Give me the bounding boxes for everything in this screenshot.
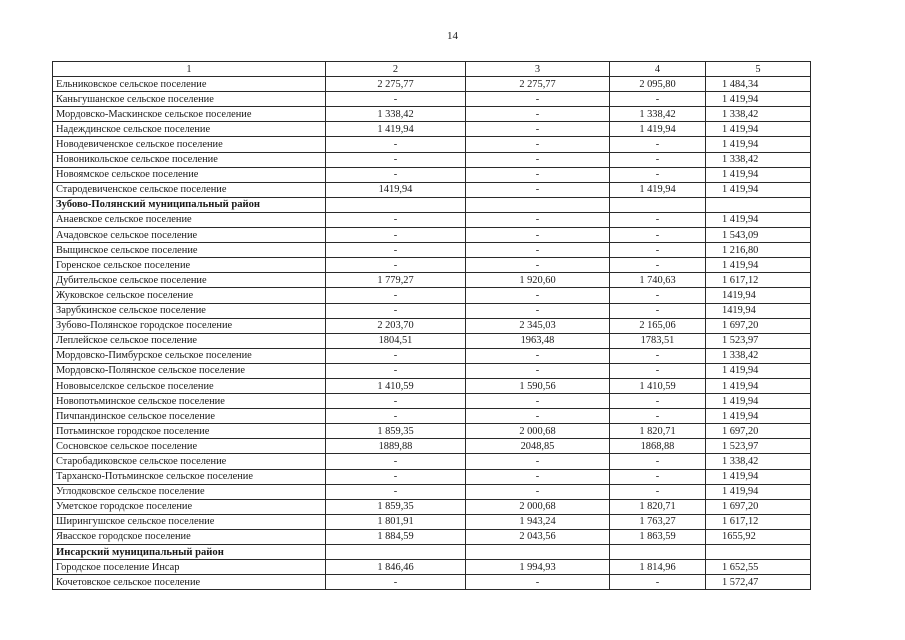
settlement-name: Тарханско-Потьминское сельское поселение <box>53 469 326 484</box>
value-col-3: - <box>466 92 610 107</box>
table-row <box>53 212 811 227</box>
empty-cell <box>706 545 811 560</box>
table-row <box>53 499 811 514</box>
table-row <box>53 152 811 167</box>
value-col-5: 1 572,47 <box>706 575 811 590</box>
value-col-2: 2 275,77 <box>326 77 466 92</box>
value-col-2: 1 859,35 <box>326 424 466 439</box>
settlement-name: Зарубкинское сельское поселение <box>53 303 326 318</box>
value-col-5: 1419,94 <box>706 303 811 318</box>
value-col-5: 1 697,20 <box>706 424 811 439</box>
value-col-3: - <box>466 484 610 499</box>
value-col-4: 1 863,59 <box>610 529 706 544</box>
column-header-2: 2 <box>326 62 466 77</box>
table-row <box>53 77 811 92</box>
table-row <box>53 92 811 107</box>
value-col-4: - <box>610 167 706 182</box>
value-col-4: - <box>610 469 706 484</box>
table-row <box>53 514 811 529</box>
value-col-2: 1 846,46 <box>326 560 466 575</box>
settlement-name: Леплейское сельское поселение <box>53 333 326 348</box>
value-col-3: - <box>466 228 610 243</box>
table-row <box>53 258 811 273</box>
value-col-5: 1 652,55 <box>706 560 811 575</box>
settlement-name: Нововыселское сельское поселение <box>53 378 326 393</box>
value-col-3: - <box>466 152 610 167</box>
value-col-2: 1 779,27 <box>326 273 466 288</box>
settlement-name: Ширингушское сельское поселение <box>53 514 326 529</box>
settlement-name: Потьминское городское поселение <box>53 424 326 439</box>
value-col-3: 2 000,68 <box>466 499 610 514</box>
value-col-5: 1 419,94 <box>706 258 811 273</box>
value-col-5: 1 543,09 <box>706 228 811 243</box>
table-row <box>53 137 811 152</box>
table-row <box>53 378 811 393</box>
value-col-3: - <box>466 212 610 227</box>
value-col-2: - <box>326 409 466 424</box>
settlement-name: Горенское сельское поселение <box>53 258 326 273</box>
value-col-2: - <box>326 92 466 107</box>
value-col-3: 1 994,93 <box>466 560 610 575</box>
value-col-5: 1 419,94 <box>706 378 811 393</box>
tariff-table <box>52 61 811 590</box>
table-row <box>53 288 811 303</box>
column-header-5: 5 <box>706 62 811 77</box>
value-col-5: 1 338,42 <box>706 107 811 122</box>
settlement-name: Выщинское сельское поселение <box>53 243 326 258</box>
settlement-name: Каньгушанское сельское поселение <box>53 92 326 107</box>
district-name: Зубово-Полянский муниципальный район <box>53 197 326 212</box>
settlement-name: Мордовско-Маскинское сельское поселение <box>53 107 326 122</box>
value-col-4: - <box>610 484 706 499</box>
value-col-5: 1 617,12 <box>706 514 811 529</box>
value-col-5: 1 419,94 <box>706 122 811 137</box>
value-col-2: 1 884,59 <box>326 529 466 544</box>
settlement-name: Жуковское сельское поселение <box>53 288 326 303</box>
settlement-name: Городское поселение Инсар <box>53 560 326 575</box>
value-col-3: - <box>466 469 610 484</box>
value-col-5: 1 419,94 <box>706 394 811 409</box>
table-row <box>53 575 811 590</box>
value-col-2: 1 859,35 <box>326 499 466 514</box>
value-col-4: 1 820,71 <box>610 424 706 439</box>
value-col-4: 1 410,59 <box>610 378 706 393</box>
empty-cell <box>610 197 706 212</box>
settlement-name: Уметское городское поселение <box>53 499 326 514</box>
value-col-4: 1 338,42 <box>610 107 706 122</box>
value-col-3: - <box>466 454 610 469</box>
column-header-3: 3 <box>466 62 610 77</box>
table-row <box>53 303 811 318</box>
settlement-name: Углодковское сельское поселение <box>53 484 326 499</box>
value-col-2: - <box>326 167 466 182</box>
value-col-2: - <box>326 258 466 273</box>
value-col-5: 1 338,42 <box>706 152 811 167</box>
settlement-name: Пичпандинское сельское поселение <box>53 409 326 424</box>
settlement-name: Старобадиковское сельское поселение <box>53 454 326 469</box>
value-col-5: 1 419,94 <box>706 363 811 378</box>
value-col-4: - <box>610 243 706 258</box>
table-row <box>53 484 811 499</box>
value-col-4: - <box>610 348 706 363</box>
value-col-3: 2048,85 <box>466 439 610 454</box>
value-col-4: - <box>610 152 706 167</box>
value-col-2: 1 419,94 <box>326 122 466 137</box>
value-col-4: 1 740,63 <box>610 273 706 288</box>
empty-cell <box>466 197 610 212</box>
value-col-5: 1 697,20 <box>706 499 811 514</box>
settlement-name: Зубово-Полянское городское поселение <box>53 318 326 333</box>
table-row <box>53 363 811 378</box>
value-col-5: 1 216,80 <box>706 243 811 258</box>
value-col-3: 1 943,24 <box>466 514 610 529</box>
value-col-2: - <box>326 469 466 484</box>
column-header-1: 1 <box>53 62 326 77</box>
value-col-4: 1868,88 <box>610 439 706 454</box>
value-col-2: - <box>326 394 466 409</box>
settlement-name: Новоямское сельское поселение <box>53 167 326 182</box>
value-col-4: 2 095,80 <box>610 77 706 92</box>
table-row <box>53 167 811 182</box>
value-col-3: 1963,48 <box>466 333 610 348</box>
value-col-3: 1 590,56 <box>466 378 610 393</box>
value-col-4: - <box>610 212 706 227</box>
value-col-5: 1 523,97 <box>706 333 811 348</box>
value-col-3: - <box>466 137 610 152</box>
value-col-3: - <box>466 303 610 318</box>
value-col-4: 1 763,27 <box>610 514 706 529</box>
value-col-3: - <box>466 575 610 590</box>
table-row <box>53 333 811 348</box>
settlement-name: Мордовско-Полянское сельское поселение <box>53 363 326 378</box>
value-col-4: - <box>610 394 706 409</box>
value-col-3: - <box>466 167 610 182</box>
empty-cell <box>706 197 811 212</box>
value-col-4: 1 814,96 <box>610 560 706 575</box>
table-row <box>53 243 811 258</box>
value-col-4: 1 419,94 <box>610 122 706 137</box>
value-col-5: 1 419,94 <box>706 137 811 152</box>
value-col-2: - <box>326 303 466 318</box>
table-body <box>53 77 811 590</box>
value-col-3: - <box>466 122 610 137</box>
settlement-name: Сосновское сельское поселение <box>53 439 326 454</box>
table-row <box>53 182 811 197</box>
value-col-4: 1 419,94 <box>610 182 706 197</box>
value-col-5: 1 419,94 <box>706 182 811 197</box>
value-col-4: - <box>610 409 706 424</box>
value-col-5: 1 419,94 <box>706 167 811 182</box>
value-col-2: 1 801,91 <box>326 514 466 529</box>
value-col-2: 1 410,59 <box>326 378 466 393</box>
value-col-2: 1419,94 <box>326 182 466 197</box>
empty-cell <box>466 545 610 560</box>
value-col-2: - <box>326 212 466 227</box>
value-col-3: - <box>466 394 610 409</box>
value-col-3: - <box>466 258 610 273</box>
value-col-2: 2 203,70 <box>326 318 466 333</box>
table-row <box>53 439 811 454</box>
value-col-3: - <box>466 348 610 363</box>
empty-cell <box>610 545 706 560</box>
district-header-row <box>53 545 811 560</box>
table-row <box>53 424 811 439</box>
value-col-5: 1 617,12 <box>706 273 811 288</box>
empty-cell <box>326 197 466 212</box>
settlement-name: Анаевское сельское поселение <box>53 212 326 227</box>
district-name: Инсарский муниципальный район <box>53 545 326 560</box>
table-row <box>53 348 811 363</box>
value-col-3: - <box>466 363 610 378</box>
settlement-name: Явасское городское поселение <box>53 529 326 544</box>
table-row <box>53 122 811 137</box>
value-col-4: - <box>610 258 706 273</box>
settlement-name: Кочетовское сельское поселение <box>53 575 326 590</box>
value-col-4: - <box>610 575 706 590</box>
value-col-5: 1 419,94 <box>706 484 811 499</box>
value-col-5: 1 338,42 <box>706 454 811 469</box>
value-col-2: - <box>326 152 466 167</box>
table-row <box>53 273 811 288</box>
settlement-name: Ельниковское сельское поселение <box>53 77 326 92</box>
value-col-3: 2 000,68 <box>466 424 610 439</box>
table-row <box>53 318 811 333</box>
value-col-2: - <box>326 288 466 303</box>
settlement-name: Новопотьминское сельское поселение <box>53 394 326 409</box>
table-row <box>53 228 811 243</box>
value-col-2: - <box>326 228 466 243</box>
table-row <box>53 107 811 122</box>
value-col-4: - <box>610 137 706 152</box>
value-col-5: 1 484,34 <box>706 77 811 92</box>
value-col-3: - <box>466 182 610 197</box>
value-col-4: - <box>610 454 706 469</box>
settlement-name: Стародевиченское сельское поселение <box>53 182 326 197</box>
value-col-4: - <box>610 363 706 378</box>
column-header-4: 4 <box>610 62 706 77</box>
value-col-2: 1 338,42 <box>326 107 466 122</box>
value-col-5: 1 419,94 <box>706 409 811 424</box>
settlement-name: Мордовско-Пимбурское сельское поселение <box>53 348 326 363</box>
settlement-name: Новодевиченское сельское поселение <box>53 137 326 152</box>
value-col-4: 2 165,06 <box>610 318 706 333</box>
table-row <box>53 409 811 424</box>
settlement-name: Дубительское сельское поселение <box>53 273 326 288</box>
value-col-5: 1 338,42 <box>706 348 811 363</box>
table-header-row <box>53 62 811 77</box>
table-row <box>53 454 811 469</box>
value-col-5: 1 419,94 <box>706 92 811 107</box>
settlement-name: Новоникольское сельское поселение <box>53 152 326 167</box>
value-col-4: - <box>610 228 706 243</box>
value-col-5: 1 697,20 <box>706 318 811 333</box>
district-header-row <box>53 197 811 212</box>
value-col-2: - <box>326 363 466 378</box>
value-col-4: - <box>610 92 706 107</box>
empty-cell <box>326 545 466 560</box>
value-col-5: 1 419,94 <box>706 469 811 484</box>
value-col-2: - <box>326 137 466 152</box>
value-col-2: - <box>326 575 466 590</box>
table-row <box>53 394 811 409</box>
value-col-4: - <box>610 288 706 303</box>
table-row <box>53 560 811 575</box>
value-col-3: 2 275,77 <box>466 77 610 92</box>
value-col-2: - <box>326 454 466 469</box>
table-row <box>53 469 811 484</box>
value-col-2: 1889,88 <box>326 439 466 454</box>
value-col-4: - <box>610 303 706 318</box>
value-col-5: 1 419,94 <box>706 212 811 227</box>
value-col-5: 1419,94 <box>706 288 811 303</box>
value-col-3: 2 043,56 <box>466 529 610 544</box>
value-col-3: 1 920,60 <box>466 273 610 288</box>
value-col-3: - <box>466 409 610 424</box>
value-col-2: 1804,51 <box>326 333 466 348</box>
settlement-name: Надеждинское сельское поселение <box>53 122 326 137</box>
value-col-3: - <box>466 107 610 122</box>
value-col-5: 1 523,97 <box>706 439 811 454</box>
value-col-2: - <box>326 348 466 363</box>
value-col-3: 2 345,03 <box>466 318 610 333</box>
value-col-4: 1783,51 <box>610 333 706 348</box>
value-col-5: 1655,92 <box>706 529 811 544</box>
value-col-2: - <box>326 243 466 258</box>
table-row <box>53 529 811 544</box>
page-number: 14 <box>447 30 458 42</box>
value-col-3: - <box>466 243 610 258</box>
value-col-2: - <box>326 484 466 499</box>
value-col-4: 1 820,71 <box>610 499 706 514</box>
settlement-name: Ачадовское сельское поселение <box>53 228 326 243</box>
value-col-3: - <box>466 288 610 303</box>
